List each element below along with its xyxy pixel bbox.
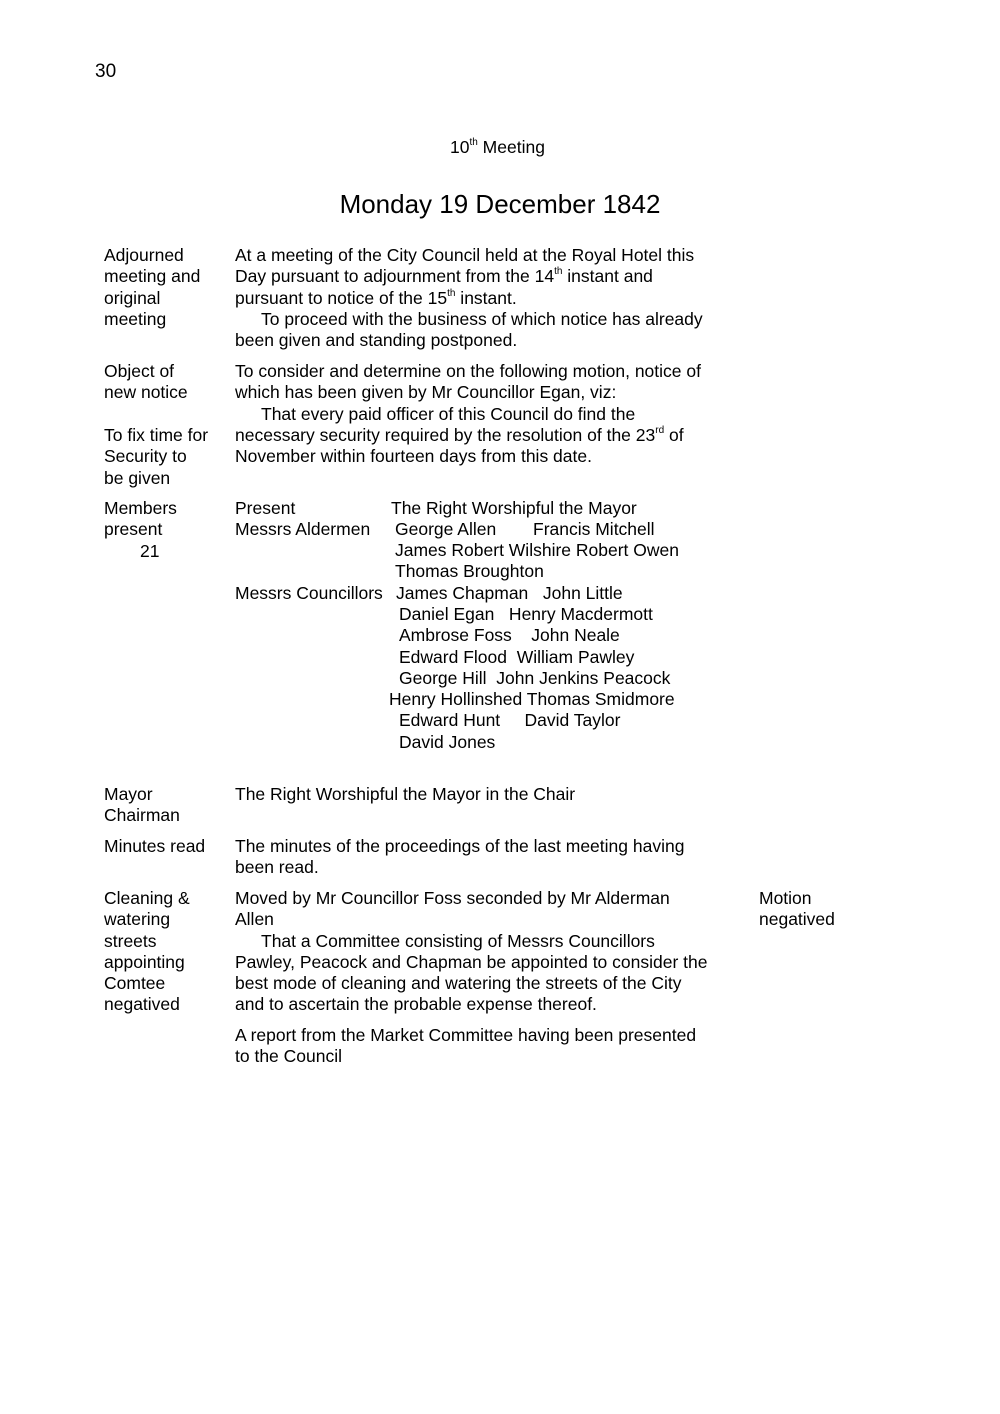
page-title-text: Monday 19 December 1842 [339, 189, 661, 219]
margin-line: present [104, 519, 163, 540]
margin-note-object [104, 361, 188, 404]
superscript: th [447, 287, 456, 299]
meeting-heading [450, 137, 545, 158]
meeting-ordinal-suffix: th [469, 137, 478, 149]
text-run: pursuant to notice of the 15 [235, 287, 448, 308]
margin-line: appointing [104, 951, 185, 972]
margin-note-cleaning [104, 888, 190, 1016]
alderman-name: Thomas Broughton [395, 561, 544, 581]
councillor-names: Henry Hollinshed Thomas Smidmore [389, 689, 675, 709]
margin-line: Comtee [104, 973, 166, 994]
councillor-names: James Chapman John Little [396, 583, 623, 603]
body-line: November within fourteen days from this date. [235, 446, 592, 467]
margin-line: Members [104, 498, 177, 518]
text-run: necessary security required by the resolution of the 23 [235, 424, 656, 445]
body-line: The minutes of the proceedings of the last meeting having [235, 836, 685, 856]
body-line [235, 288, 703, 309]
present-mayor: The Right Worshipful the Mayor [391, 498, 637, 518]
councillors-label: Messrs Councillors [235, 583, 383, 603]
margin-line: To fix time for [104, 425, 209, 445]
alderman-name: James Robert Wilshire Robert Owen [395, 540, 679, 560]
margin-line: Adjourned [104, 245, 184, 265]
margin-line: watering [104, 909, 171, 930]
alderman-name: Francis Mitchell [533, 519, 655, 539]
margin-line: negatived [104, 994, 180, 1015]
minutes-paragraph [235, 836, 684, 879]
margin-line: Chairman [104, 805, 180, 826]
body-line [235, 425, 701, 446]
body-line: and to ascertain the probable expense thereof. [235, 994, 597, 1015]
councillor-names: Ambrose Foss John Neale [399, 625, 620, 645]
page-title [0, 188, 1000, 220]
body-line: A report from the Market Committee having been presented [235, 1025, 697, 1045]
page-number: 30 [95, 61, 117, 82]
right-margin-note-motion [759, 888, 835, 931]
body-line: That a Committee consisting of Messrs Councillors [261, 930, 655, 951]
margin-line: original [104, 287, 161, 308]
councillor-names: David Jones [399, 732, 496, 752]
body-line: been given and standing postponed. [235, 330, 518, 351]
body-line: To proceed with the business of which notice has already [261, 308, 703, 329]
members-count: 21 [140, 540, 160, 561]
cleaning-paragraph [235, 888, 707, 1016]
councillor-names: Edward Hunt David Taylor [399, 710, 621, 730]
body-line: Allen [235, 909, 274, 930]
margin-line: meeting and [104, 266, 201, 287]
margin-note-adjourned [104, 245, 200, 330]
superscript: rd [655, 425, 665, 437]
margin-line: Mayor [104, 784, 153, 804]
adjourned-paragraph [235, 245, 703, 351]
margin-line: streets [104, 930, 157, 951]
body-line: to the Council [235, 1046, 343, 1067]
text-run: Day pursuant to adjournment from the 14 [235, 266, 555, 287]
body-line: To consider and determine on the following motion, notice of [235, 361, 701, 381]
margin-note-members [104, 498, 177, 562]
report-paragraph [235, 1025, 696, 1068]
superscript: th [554, 266, 563, 278]
margin-line: Security to [104, 446, 187, 467]
body-line: That every paid officer of this Council do find the [261, 403, 636, 424]
margin-note-minutes: Minutes read [104, 836, 206, 856]
margin-line: Cleaning & [104, 888, 190, 908]
councillor-names: Edward Flood William Pawley [399, 647, 635, 667]
margin-line: meeting [104, 308, 167, 329]
object-paragraph [235, 361, 701, 467]
text-run: of [664, 424, 684, 445]
body-line: Moved by Mr Councillor Foss seconded by Mr Alderman [235, 888, 670, 908]
body-line: At a meeting of the City Council held at the Royal Hotel this [235, 245, 695, 265]
body-line: Pawley, Peacock and Chapman be appointed to consider the [235, 951, 708, 972]
text-run: instant. [455, 287, 517, 308]
margin-line: Object of [104, 361, 175, 381]
present-label: Present [235, 498, 296, 518]
body-line [235, 266, 703, 287]
margin-line: new notice [104, 382, 188, 403]
margin-note-chair [104, 784, 180, 827]
aldermen-label: Messrs Aldermen [235, 519, 371, 539]
councillor-names: Daniel Egan Henry Macdermott [399, 604, 653, 624]
body-line: been read. [235, 857, 319, 878]
body-line: which has been given by Mr Councillor Egan, viz: [235, 382, 617, 403]
councillor-names: George Hill John Jenkins Peacock [399, 668, 671, 688]
body-line: best mode of cleaning and watering the streets of the City [235, 973, 682, 994]
margin-line: negatived [759, 909, 835, 930]
margin-line: be given [104, 467, 171, 488]
chair-text: The Right Worshipful the Mayor in the Chair [235, 784, 576, 804]
alderman-name: George Allen [395, 519, 497, 539]
meeting-ordinal: 10 [450, 137, 470, 157]
margin-note-security [104, 425, 208, 489]
text-run: instant and [562, 266, 653, 287]
margin-line: Motion [759, 888, 812, 908]
meeting-word: Meeting [477, 137, 545, 157]
